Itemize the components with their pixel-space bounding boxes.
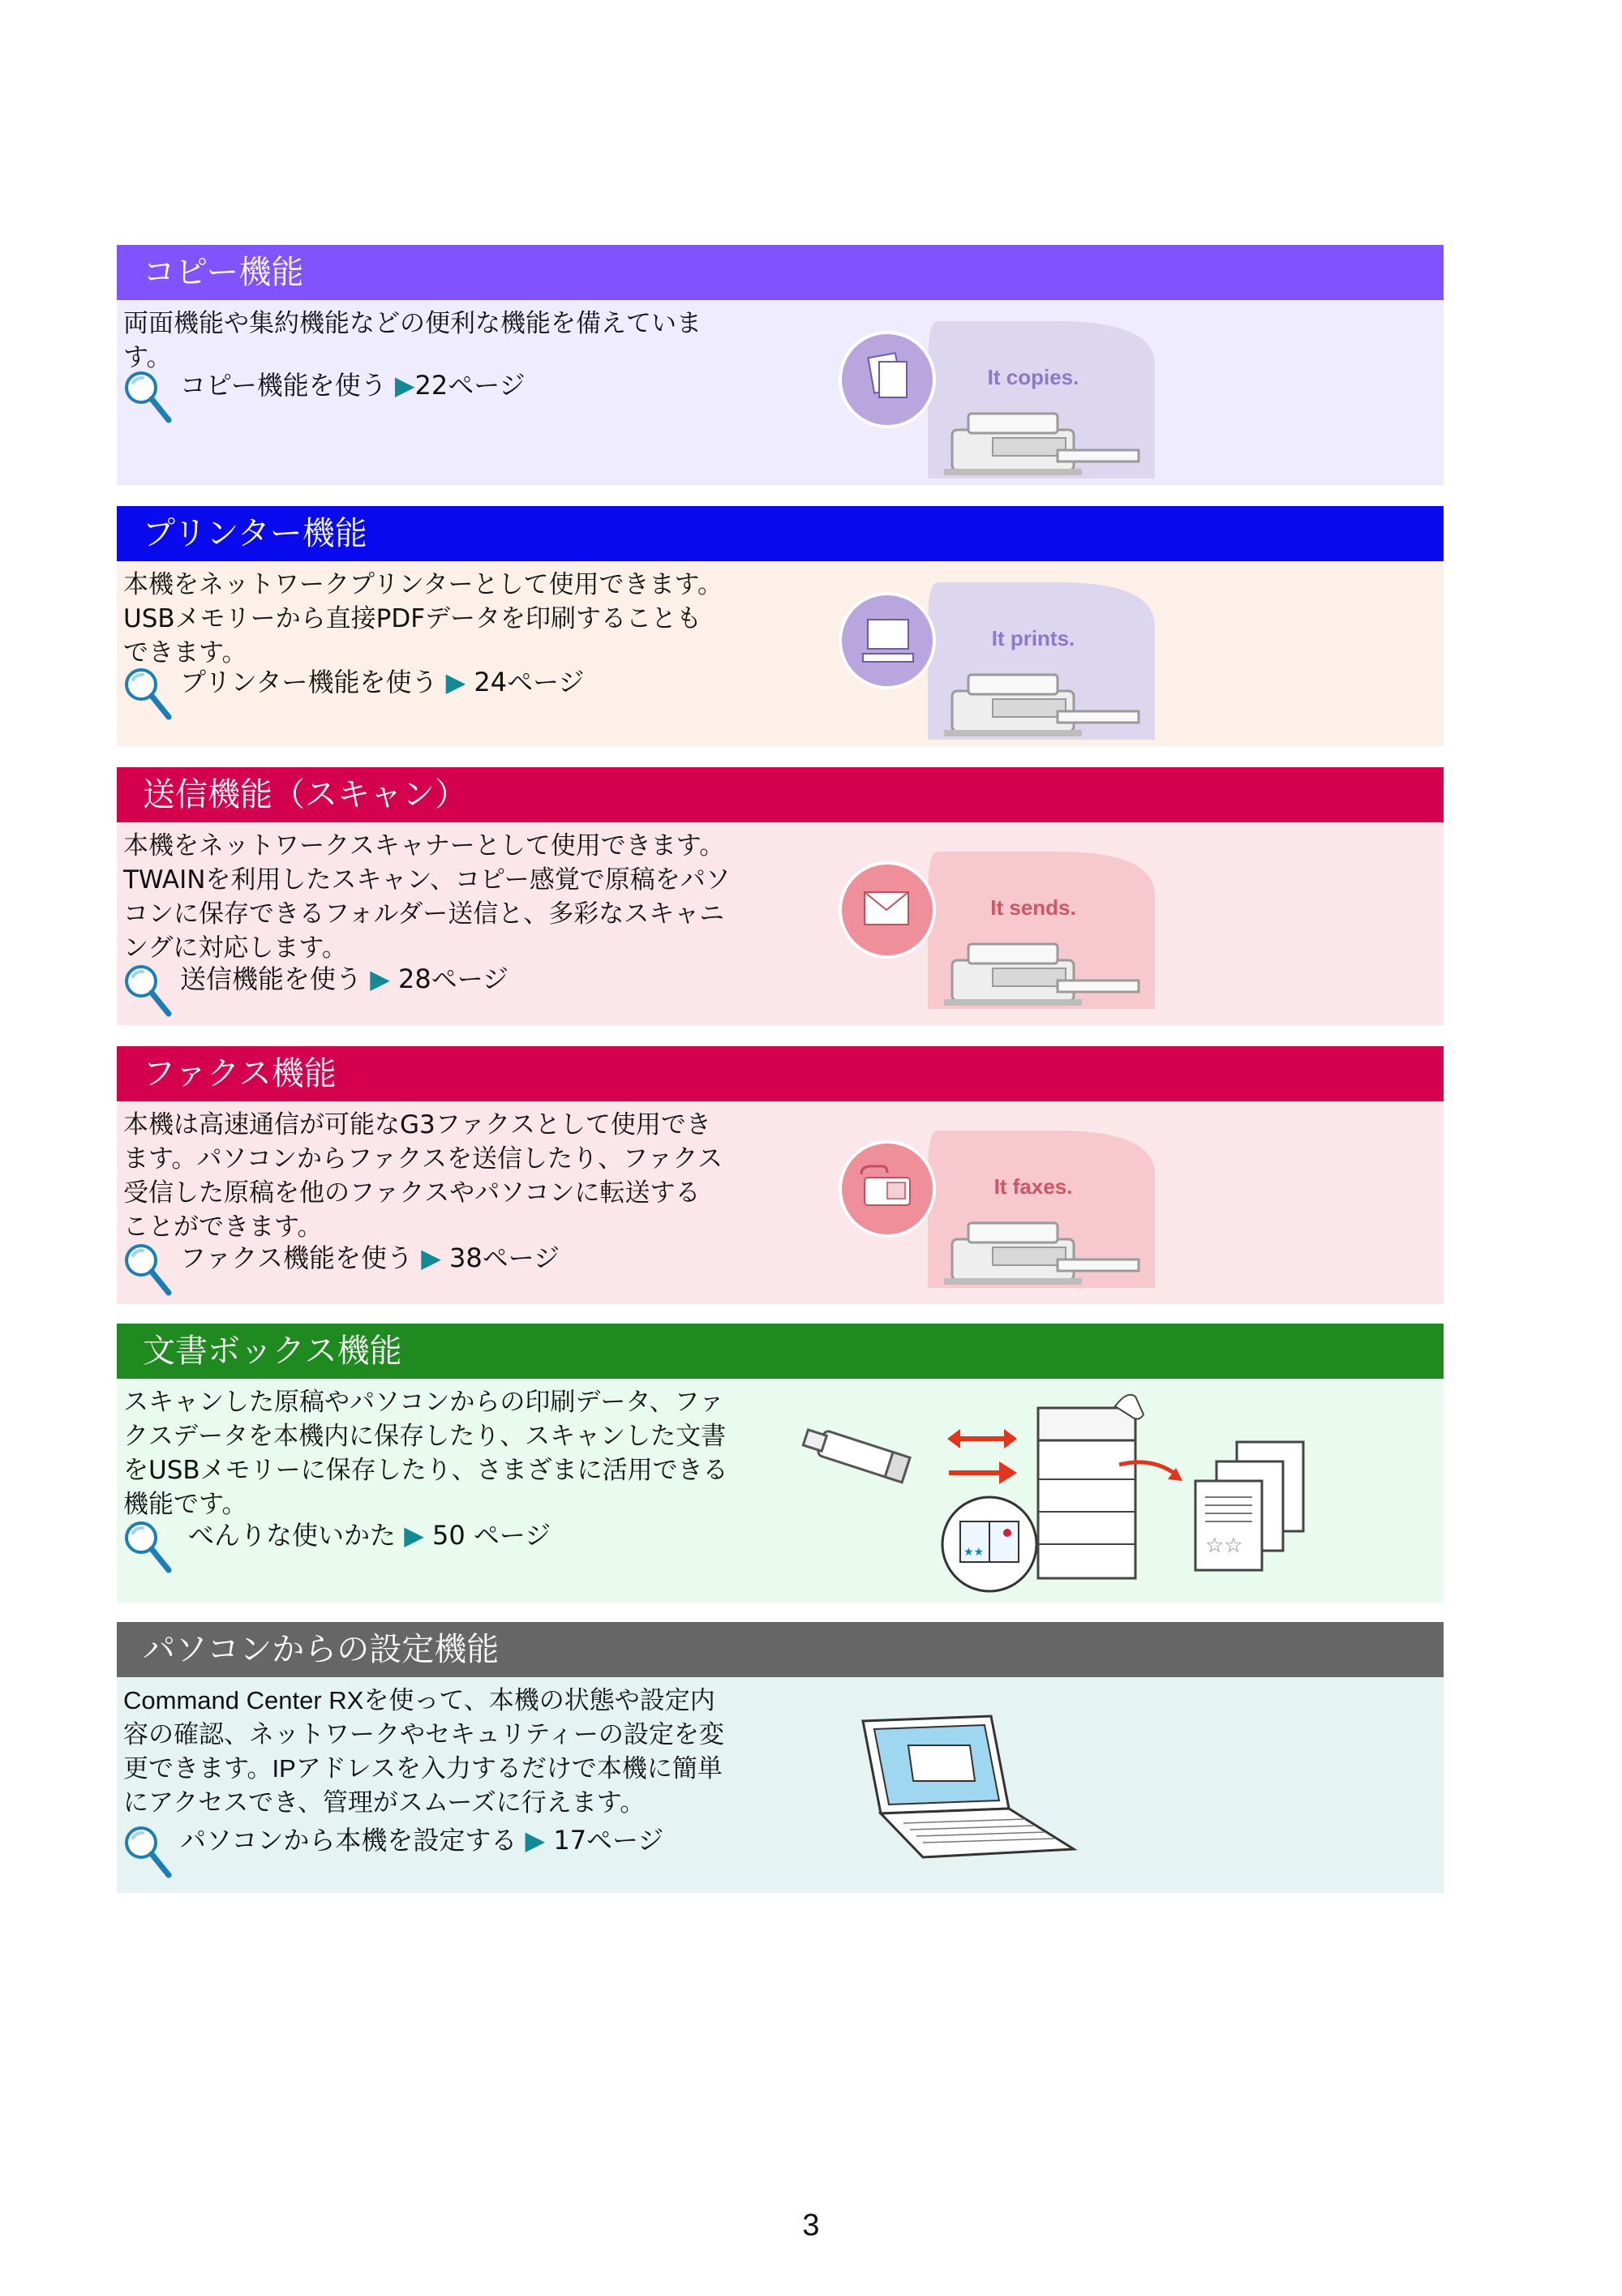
- reference-text: コピー機能を使う ▶22ページ: [180, 370, 526, 401]
- reference-text: ファクス機能を使う ▶ 38ページ: [180, 1242, 560, 1273]
- description-line: 本機をネットワークプリンターとして使用できます。: [123, 570, 723, 599]
- section-body: [117, 1379, 1444, 1603]
- triangle-arrow-icon: ▶: [525, 1825, 546, 1856]
- page-number: 3: [802, 2208, 820, 2242]
- section-send: [117, 767, 1444, 1025]
- triangle-arrow-icon: ▶: [370, 963, 390, 994]
- description-line: 両面機能や集約機能などの便利な機能を備えていま: [123, 309, 702, 338]
- section-title: 送信機能（スキャン）: [117, 767, 1444, 822]
- print-illustration: [814, 577, 1155, 740]
- reference-text: プリンター機能を使う ▶ 24ページ: [180, 667, 585, 697]
- description-line: スキャンした原稿やパソコンからの印刷データ、ファ: [123, 1388, 724, 1417]
- description-line: できます。: [123, 638, 247, 667]
- section-body: [117, 300, 1444, 485]
- section-title: ファクス機能: [117, 1046, 1444, 1101]
- description-line: ングに対応します。: [123, 933, 347, 963]
- section-description: [123, 829, 886, 965]
- section-body: [117, 822, 1444, 1025]
- computer-icon: [863, 620, 913, 662]
- magnifier-icon: [122, 368, 175, 427]
- page-reference-link[interactable]: [122, 1823, 900, 1882]
- badge-text: It sends.: [990, 895, 1076, 920]
- svg-text:☆☆: ☆☆: [1205, 1534, 1243, 1558]
- svg-text:★★: ★★: [963, 1546, 985, 1559]
- description-line: Command Center RXを使って、本機の状態や設定内: [123, 1686, 715, 1714]
- triangle-arrow-icon: ▶: [445, 667, 466, 697]
- description-line: 本機をネットワークスキャナーとして使用できます。: [123, 831, 725, 860]
- section-title: 文書ボックス機能: [117, 1324, 1444, 1379]
- description-line: TWAINを利用したスキャン、コピー感覚で原稿をパソ: [123, 865, 731, 895]
- description-line: ます。パソコンからファクスを送信したり、ファクス: [123, 1144, 723, 1174]
- description-line: 容の確認、ネットワークやセキュリティーの設定を変: [123, 1720, 724, 1749]
- description-line: クスデータを本機内に保存したり、スキャンした文書: [123, 1422, 727, 1451]
- description-line: 本機は高速通信が可能なG3ファクスとして使用でき: [123, 1110, 711, 1139]
- badge-text: It prints.: [991, 626, 1075, 650]
- section-fax: [117, 1046, 1444, 1304]
- badge-text: It copies.: [987, 365, 1079, 389]
- description-line: す。: [123, 343, 172, 372]
- fax-illustration: [814, 1118, 1155, 1288]
- description-line: 受信した原稿を他のファクスやパソコンに転送する: [123, 1178, 701, 1208]
- description-line: コンに保存できるフォルダー送信と、多彩なスキャニ: [123, 899, 725, 929]
- magnifier-icon: [122, 1823, 175, 1882]
- description-line: ことができます。: [123, 1212, 323, 1242]
- section-title: プリンター機能: [117, 506, 1444, 561]
- triangle-arrow-icon: ▶: [394, 370, 415, 401]
- section-title: コピー機能: [117, 245, 1444, 300]
- page-reference-link[interactable]: [122, 1241, 900, 1299]
- description-line: 機能です。: [123, 1490, 247, 1519]
- section-description: [123, 1684, 886, 1820]
- section-description: [123, 568, 886, 670]
- envelope-icon: [865, 892, 908, 925]
- section-body: [117, 1677, 1444, 1893]
- section-title: パソコンからの設定機能: [117, 1622, 1444, 1677]
- triangle-arrow-icon: ▶: [404, 1520, 424, 1551]
- laptop-icon: [847, 1711, 1090, 1865]
- send-illustration: [814, 839, 1155, 1009]
- description-line: USBメモリーから直接PDFデータを印刷することも: [123, 604, 702, 633]
- page-reference-link[interactable]: [122, 665, 900, 723]
- section-document-box: [117, 1324, 1444, 1603]
- document-box-icon: [795, 1390, 1330, 1593]
- page-reference-link[interactable]: [122, 1518, 900, 1577]
- description-line: をUSBメモリーに保存したり、さまざまに活用できる: [123, 1456, 728, 1485]
- magnifier-icon: [122, 1518, 175, 1577]
- section-description: [123, 1108, 886, 1244]
- section-body: [117, 1101, 1444, 1304]
- description-line: 更できます。IPアドレスを入力するだけで本機に簡単: [123, 1754, 723, 1783]
- reference-text: パソコンから本機を設定する ▶ 17ページ: [180, 1825, 664, 1856]
- reference-text: 送信機能を使う ▶ 28ページ: [180, 963, 509, 994]
- section-body: [117, 561, 1444, 746]
- section-printer: [117, 506, 1444, 746]
- reference-text: べんりな使いかた ▶ 50 ページ: [188, 1520, 551, 1551]
- page-reference-link[interactable]: [122, 368, 900, 427]
- magnifier-icon: [122, 1241, 175, 1299]
- section-description: [123, 307, 886, 375]
- section-pc-settings: [117, 1622, 1444, 1893]
- triangle-arrow-icon: ▶: [421, 1242, 441, 1273]
- section-description: [123, 1385, 886, 1521]
- section-copy: [117, 245, 1444, 485]
- magnifier-icon: [122, 665, 175, 723]
- copy-illustration: [814, 316, 1155, 479]
- page-reference-link[interactable]: [122, 962, 900, 1020]
- badge-text: It faxes.: [993, 1174, 1073, 1199]
- description-line: にアクセスでき、管理がスムーズに行えます。: [123, 1788, 646, 1817]
- magnifier-icon: [122, 962, 175, 1020]
